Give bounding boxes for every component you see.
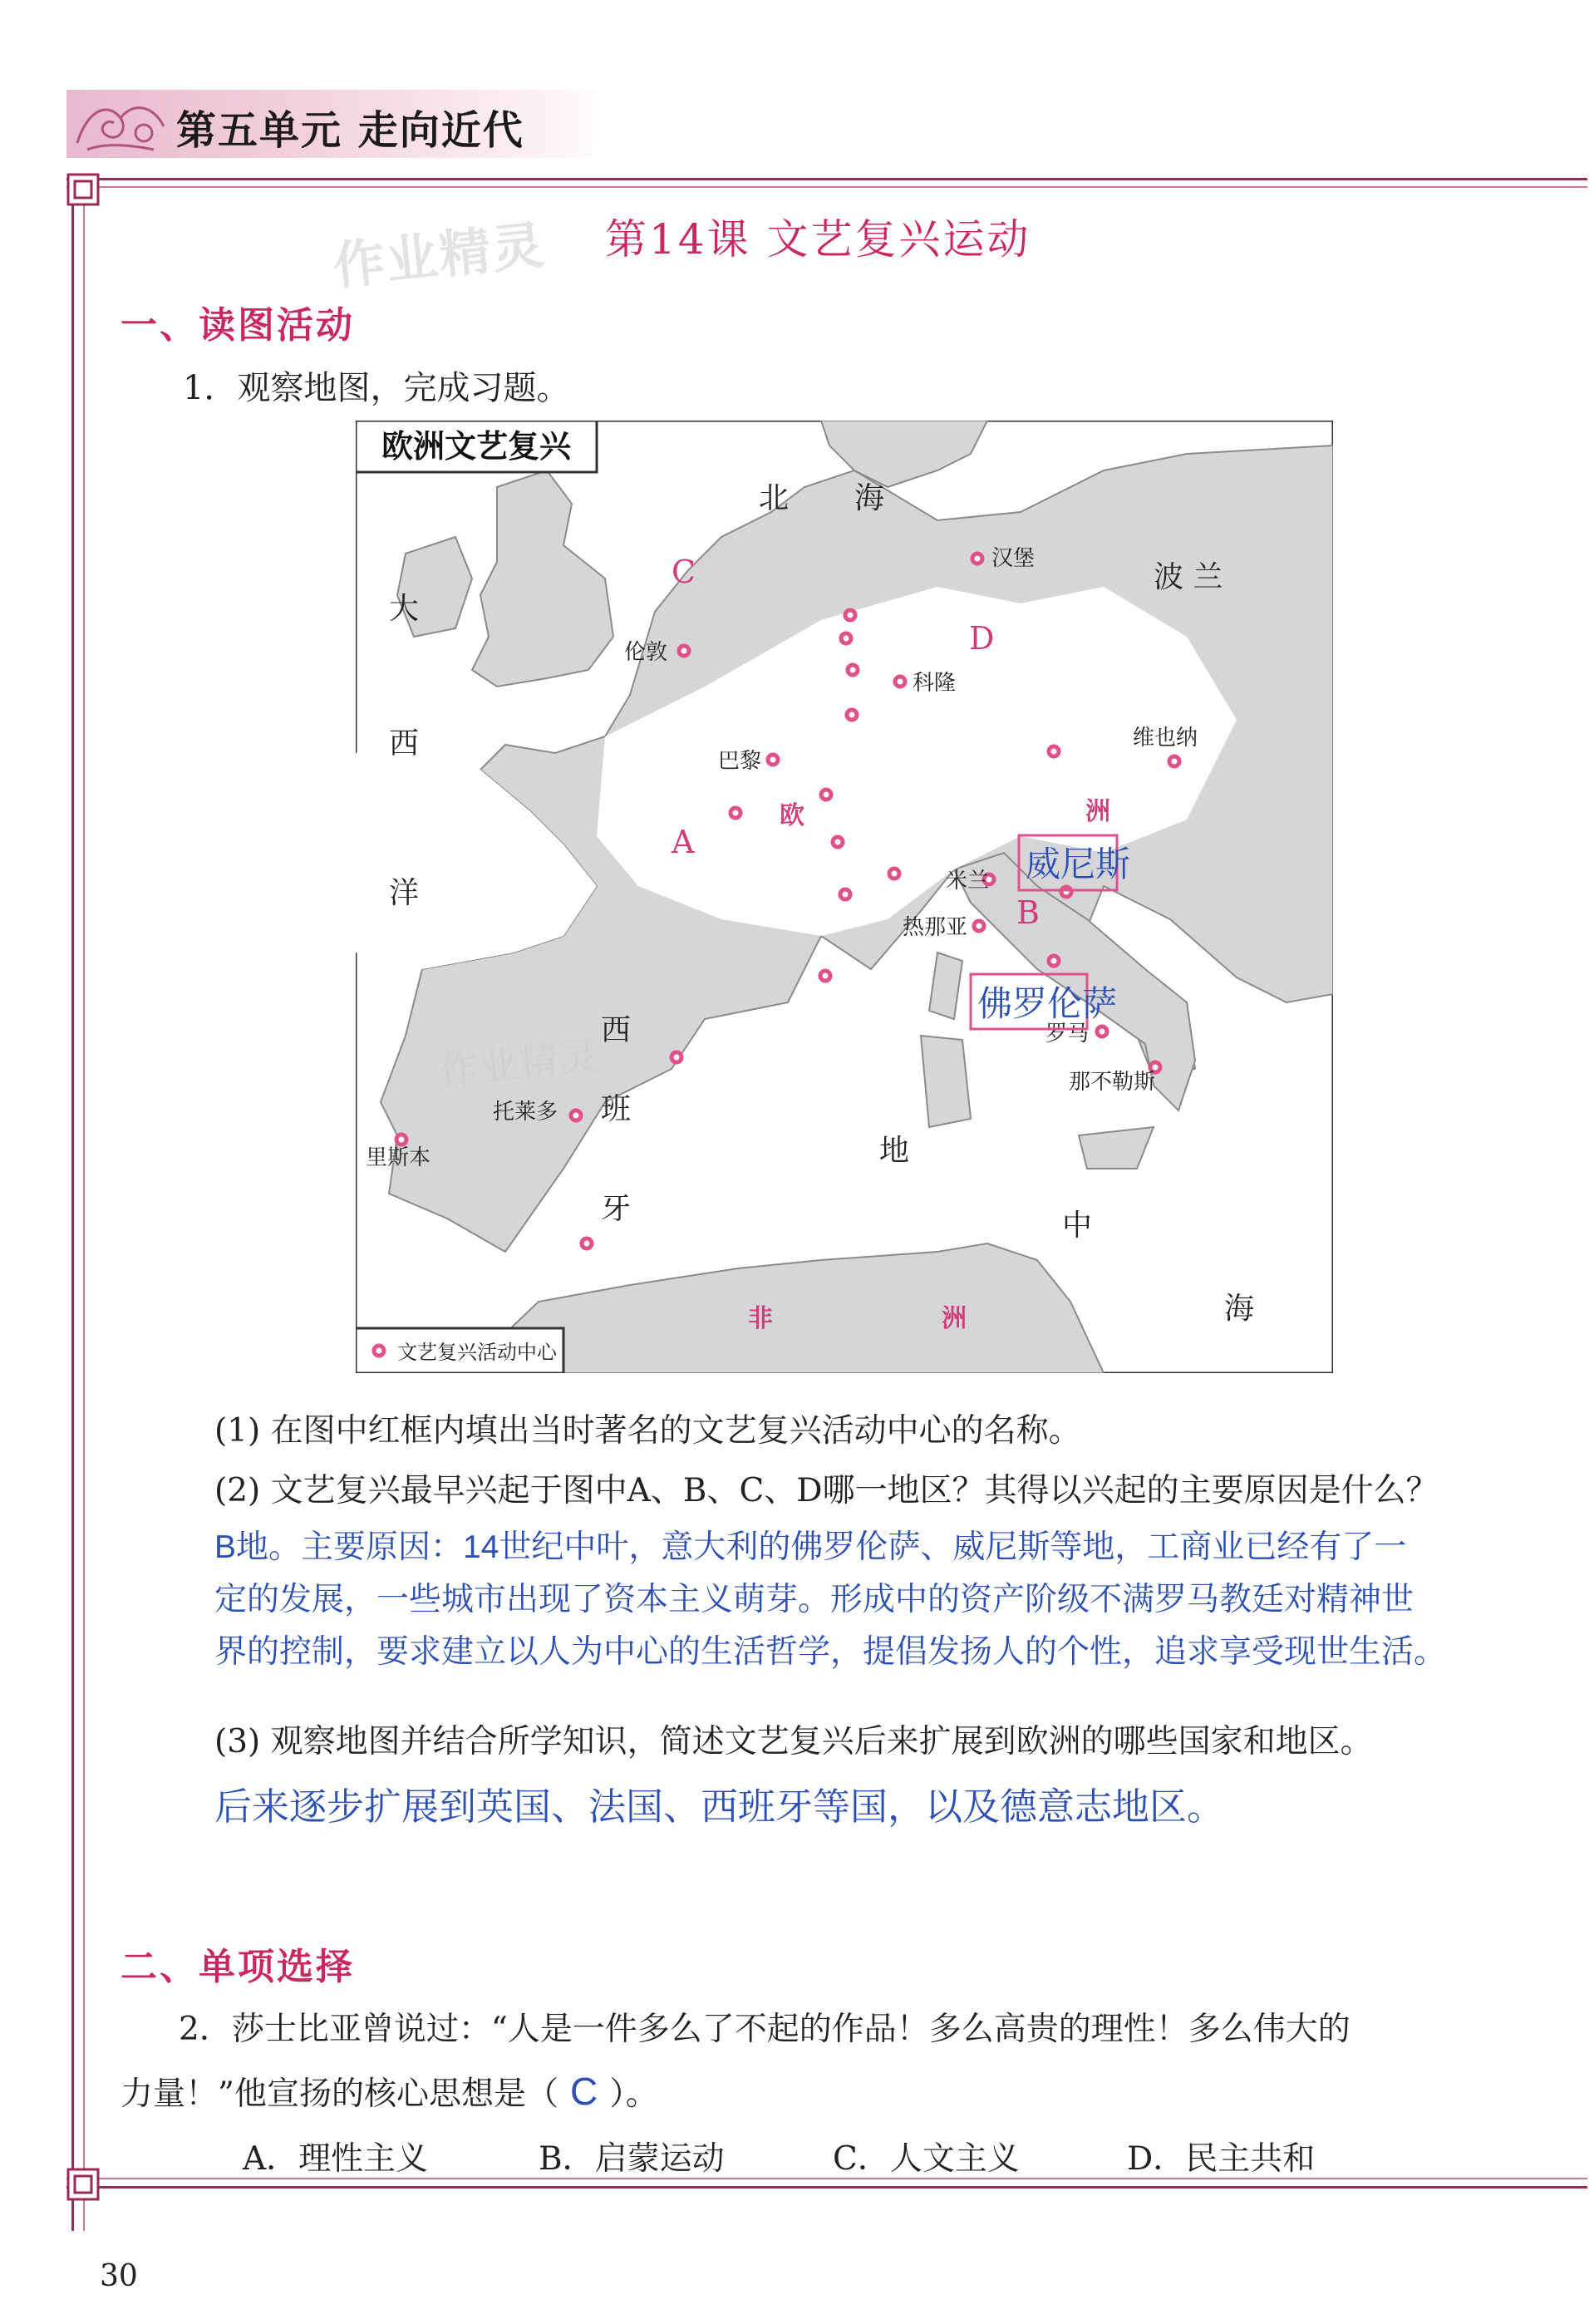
map-label-europe-1: 欧 (780, 801, 804, 830)
map-label-north-sea-2: 海 (854, 481, 885, 515)
map-label-med-2: 中 (1062, 1209, 1093, 1243)
lesson-title: 第14课 文艺复兴运动 (605, 215, 1031, 263)
section-heading-reading-map: 一、读图活动 (121, 304, 355, 347)
map-label-atlantic-1: 大 (389, 592, 420, 626)
city-dot-hamburg (972, 554, 982, 564)
unit-title: 第五单元 走向近代 (176, 107, 524, 154)
city-dot-lisbon (396, 1135, 406, 1145)
frame-top-inner-line (66, 186, 1587, 188)
section-heading-single-choice: 二、单项选择 (121, 1946, 355, 1988)
city-dot-cologne (895, 677, 905, 687)
city-label-milan: 米兰 (946, 869, 990, 894)
map-label-med-3: 海 (1224, 1292, 1255, 1326)
city-dot-valencia (672, 1052, 681, 1062)
answer-text-venice: 威尼斯 (1026, 844, 1131, 884)
map-region-letter-c: C (672, 554, 696, 590)
city-dot-granada (582, 1238, 592, 1248)
city-dot-paris (768, 755, 778, 765)
map-region-letter-b: B (1016, 894, 1040, 931)
question-2-line-2-prefix: 力量！”他宣扬的核心思想是（ (121, 2075, 558, 2113)
map-region-letter-d: D (969, 620, 995, 657)
frame-top-line (66, 178, 1587, 180)
land-sardinia (921, 1036, 971, 1127)
answer-text-florence: 佛罗伦萨 (977, 984, 1118, 1023)
map-label-med-1: 地 (879, 1134, 910, 1168)
city-dot-holland-1 (845, 610, 855, 620)
city-dot-genoa (974, 921, 984, 931)
city-label-vienna: 维也纳 (1133, 726, 1198, 751)
city-label-rome: 罗马 (1045, 1022, 1090, 1046)
map-label-poland: 波 兰 (1154, 560, 1223, 594)
frame-bottom-line (66, 2186, 1587, 2189)
answer-3: 后来逐步扩展到英国、法国、西班牙等国，以及德意志地区。 (214, 1785, 1225, 1828)
floral-ornament-icon (71, 93, 170, 155)
option-c: C．人文主义 (833, 2140, 1020, 2178)
city-dot-venice (1061, 887, 1071, 897)
city-label-cologne: 科隆 (913, 671, 957, 696)
sub-question-3: (3) 观察地图并结合所学知识，简述文艺复兴后来扩展到欧洲的哪些国家和地区。 (214, 1723, 1373, 1760)
legend-dot-icon (374, 1346, 384, 1356)
sub-question-2: (2) 文艺复兴最早兴起于图中A、B、C、D哪一地区？其得以兴起的主要原因是什么？ (214, 1472, 1439, 1509)
city-dot-france-3 (833, 837, 843, 847)
map-label-atlantic-3: 洋 (389, 876, 420, 910)
city-label-paris: 巴黎 (718, 749, 762, 774)
question-2-line-1: 2．莎士比亚曾说过：“人是一件多么了不起的作品！多么高贵的理性！多么伟大的 (179, 2011, 1350, 2048)
answer-2-line-1: B地。主要原因：14世纪中叶，意大利的佛罗伦萨、威尼斯等地，工商业已经有了一 (214, 1529, 1407, 1565)
map-label-north-sea-1: 北 (759, 481, 790, 515)
city-dot-florence (1049, 956, 1059, 966)
option-a: A．理性主义 (243, 2140, 429, 2178)
map-title: 欧洲文艺复兴 (381, 430, 572, 465)
city-dot-france-1 (731, 808, 740, 818)
city-dot-france-2 (821, 790, 831, 800)
map-watermark: 作业精灵 (435, 1032, 600, 1096)
map-label-spain-2: 班 (601, 1092, 632, 1126)
answer-2 (214, 1521, 1577, 1678)
map-label-atlantic-2: 西 (389, 726, 420, 761)
city-label-genoa: 热那亚 (903, 915, 968, 940)
city-dot-lyon (889, 869, 899, 879)
city-label-hamburg: 汉堡 (991, 546, 1036, 571)
city-dot-vienna (1169, 756, 1179, 766)
question-2-line-2 (121, 2068, 658, 2115)
map-label-spain-3: 牙 (601, 1192, 632, 1226)
city-dot-germany (1049, 746, 1059, 756)
city-label-london: 伦敦 (624, 640, 668, 665)
city-dot-flanders-2 (847, 710, 857, 720)
option-b: B．启蒙运动 (539, 2140, 725, 2178)
question-2-answer: C (569, 2070, 598, 2113)
city-dot-london (679, 646, 689, 656)
city-dot-france-4 (840, 889, 850, 899)
sub-question-1: (1) 在图中红框内填出当时著名的文艺复兴活动中心的名称。 (214, 1412, 1081, 1450)
city-dot-rome (1097, 1027, 1107, 1036)
city-label-toledo: 托莱多 (493, 1100, 558, 1125)
map-label-africa-2: 洲 (942, 1304, 967, 1333)
option-d: D．民主共和 (1127, 2140, 1316, 2178)
map-label-europe-2: 洲 (1085, 797, 1110, 826)
europe-renaissance-map (356, 421, 1333, 1373)
city-label-naples: 那不勒斯 (1069, 1070, 1156, 1095)
frame-corner-bottom-icon (65, 2166, 101, 2203)
page-number: 30 (100, 2259, 138, 2293)
city-label-lisbon: 里斯本 (366, 1145, 431, 1170)
city-dot-toledo (571, 1110, 581, 1120)
map-region-letter-a: A (672, 824, 695, 860)
watermark: 作业精灵 (330, 214, 549, 298)
question-1-prompt: 1．观察地图，完成习题。 (183, 369, 570, 407)
frame-corner-top-icon (65, 171, 101, 208)
frame-left-inner-line (83, 178, 85, 2231)
map-label-africa-1: 非 (748, 1304, 773, 1333)
city-dot-holland-2 (841, 633, 851, 643)
answer-2-line-3: 界的控制，要求建立以人为中心的生活哲学，提倡发扬人的个性，追求享受现世生活。 (214, 1634, 1447, 1670)
map-label-spain-1: 西 (601, 1013, 632, 1047)
answer-2-line-2: 定的发展，一些城市出现了资本主义萌芽。形成中的资产阶级不满罗马教廷对精神世 (214, 1582, 1414, 1617)
city-dot-marseille (820, 971, 830, 981)
frame-left-line (71, 178, 74, 2231)
map-legend-label: 文艺复兴活动中心 (397, 1341, 557, 1364)
city-dot-flanders (848, 665, 858, 675)
question-2-line-2-suffix: ）。 (609, 2075, 658, 2113)
